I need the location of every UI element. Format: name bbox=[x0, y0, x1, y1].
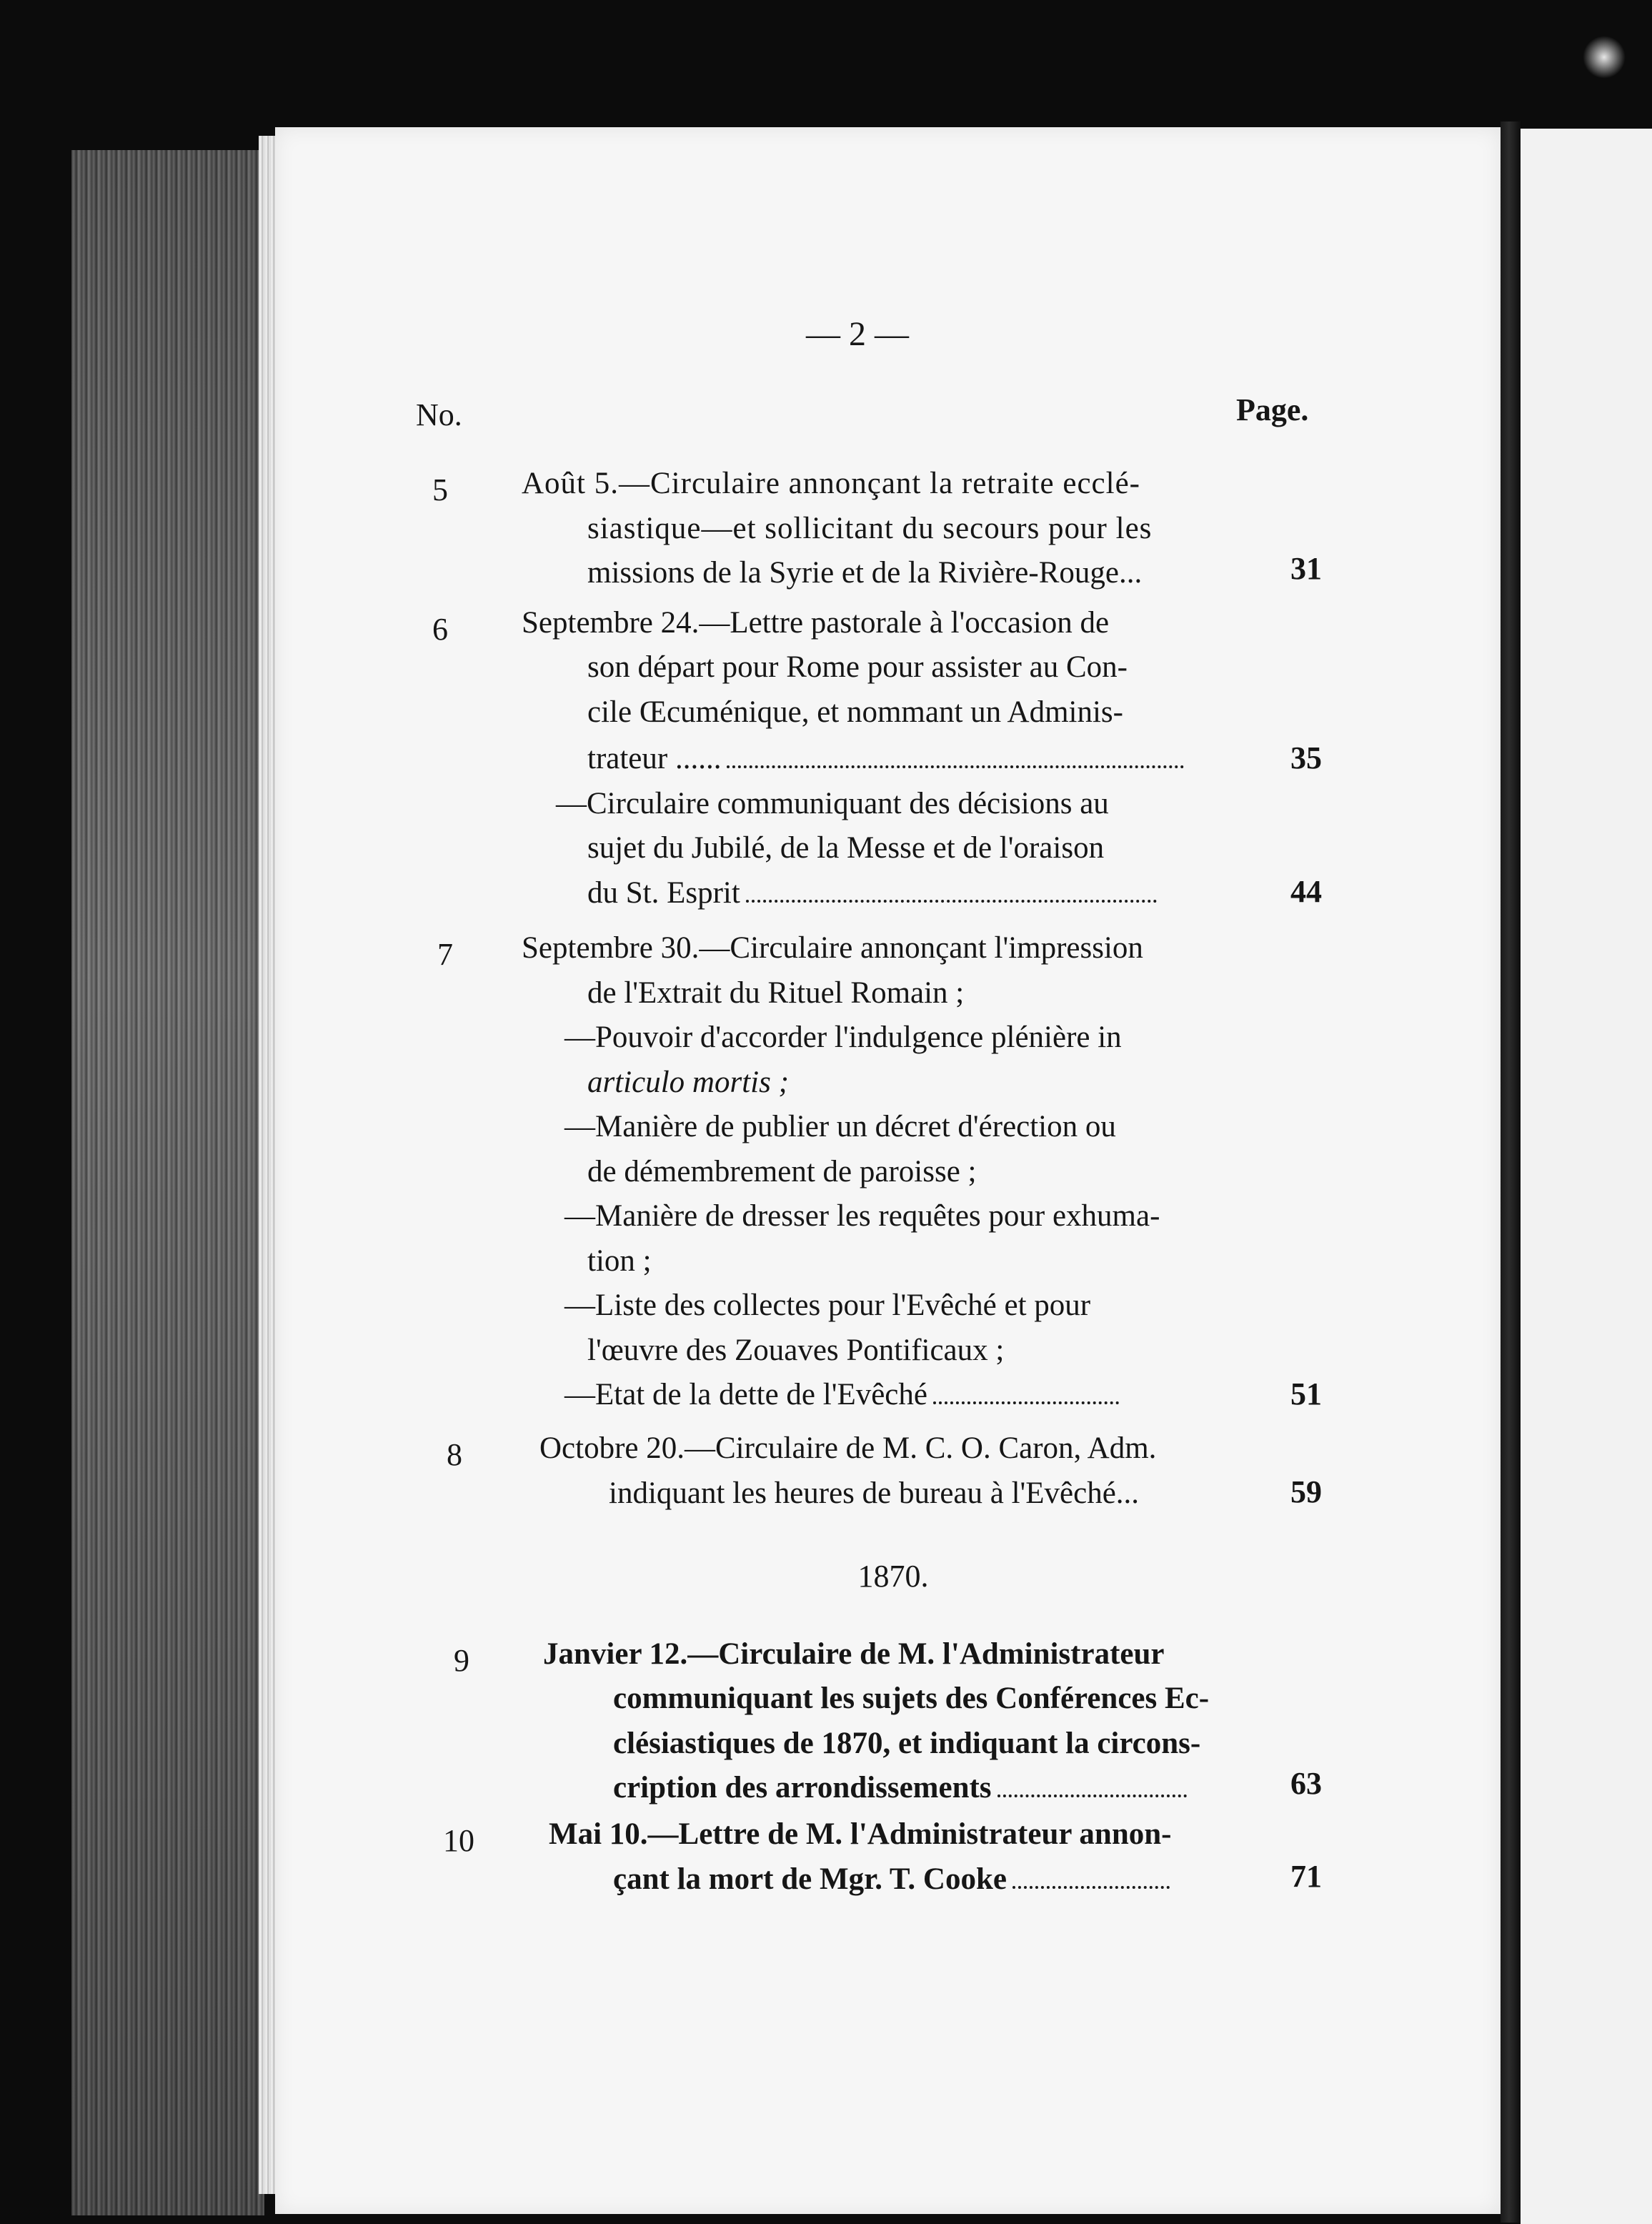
entry-line: missions de la Syrie et de la Rivière-Rouge... bbox=[587, 556, 1143, 590]
entry-line: sujet du Jubilé, de la Messe et de l'oraison bbox=[587, 831, 1105, 865]
dot-leader bbox=[1012, 1886, 1170, 1889]
entry-line: du St. Esprit bbox=[587, 876, 740, 910]
year-heading: 1870. bbox=[857, 1559, 929, 1594]
entry-line: articulo mortis ; bbox=[587, 1066, 789, 1099]
entry-line: —Manière de publier un décret d'érection ou bbox=[564, 1110, 1116, 1143]
entry-line: —Pouvoir d'accorder l'indulgence plénière in bbox=[564, 1021, 1122, 1054]
entry-line: Août 5.—Circulaire annonçant la retraite ecclé- bbox=[522, 467, 1140, 500]
entry-line: cription des arrondissements bbox=[613, 1771, 992, 1804]
entry-line: cile Œcuménique, et nommant un Adminis- bbox=[587, 695, 1123, 729]
entry-number: 9 bbox=[454, 1643, 469, 1678]
dot-leader bbox=[933, 1401, 1119, 1404]
entry-number: 8 bbox=[447, 1437, 462, 1472]
page-number: — 2 — bbox=[806, 315, 909, 353]
entry-page-number: 63 bbox=[1290, 1766, 1322, 1801]
entry-line: —Manière de dresser les requêtes pour exhuma- bbox=[564, 1199, 1160, 1233]
entry-number: 6 bbox=[432, 612, 448, 647]
entry-line: Octobre 20.—Circulaire de M. C. O. Caron, Adm. bbox=[539, 1431, 1157, 1465]
entry-page-number: 71 bbox=[1290, 1859, 1322, 1894]
entry-page-number: 51 bbox=[1290, 1376, 1322, 1411]
entry-line: trateur ...... bbox=[587, 742, 722, 775]
entry-line-with-leader bbox=[587, 878, 1157, 908]
entry-line: çant la mort de Mgr. T. Cooke bbox=[613, 1862, 1007, 1896]
entry-line-with-leader bbox=[587, 743, 1184, 774]
entry-line: de démembrement de paroisse ; bbox=[587, 1155, 977, 1188]
entry-line: son départ pour Rome pour assister au Con- bbox=[587, 650, 1128, 684]
entry-line: Septembre 30.—Circulaire annonçant l'impression bbox=[522, 931, 1143, 965]
entry-line: —Circulaire communiquant des décisions au bbox=[556, 787, 1109, 820]
dot-leader bbox=[746, 900, 1157, 903]
facing-page bbox=[1521, 129, 1652, 2224]
entry-line: communiquant les sujets des Conférences Ec- bbox=[613, 1682, 1210, 1715]
light-glare bbox=[1583, 36, 1626, 79]
entry-page-number: 35 bbox=[1290, 740, 1322, 775]
book-spine-shade bbox=[71, 150, 264, 2215]
entry-line: siastique—et sollicitant du secours pour les bbox=[587, 512, 1153, 545]
entry-line: Janvier 12.—Circulaire de M. l'Administrateur bbox=[543, 1637, 1165, 1671]
dot-leader bbox=[727, 765, 1184, 768]
book-gutter bbox=[1501, 121, 1522, 2223]
entry-line: —Etat de la dette de l'Evêché bbox=[564, 1378, 927, 1411]
entry-page-number: 31 bbox=[1290, 551, 1322, 586]
column-header-no: No. bbox=[416, 397, 462, 432]
entry-line: tion ; bbox=[587, 1244, 652, 1278]
entry-number: 5 bbox=[432, 472, 448, 507]
entry-number: 7 bbox=[437, 937, 453, 972]
column-header-page: Page. bbox=[1236, 392, 1309, 427]
entry-page-number: 44 bbox=[1290, 874, 1322, 909]
entry-line: —Liste des collectes pour l'Evêché et pour bbox=[564, 1289, 1091, 1322]
dot-leader bbox=[997, 1794, 1187, 1797]
entry-line: de l'Extrait du Rituel Romain ; bbox=[587, 976, 965, 1010]
entry-line-with-leader bbox=[564, 1379, 1119, 1410]
entry-line: l'œuvre des Zouaves Pontificaux ; bbox=[587, 1334, 1005, 1367]
entry-page-number: 59 bbox=[1290, 1474, 1322, 1509]
entry-line: Septembre 24.—Lettre pastorale à l'occasion de bbox=[522, 606, 1110, 640]
entry-line-with-leader bbox=[613, 1864, 1170, 1895]
entry-number: 10 bbox=[443, 1823, 474, 1858]
entry-line: indiquant les heures de bureau à l'Evêché... bbox=[609, 1476, 1140, 1510]
entry-line-with-leader bbox=[613, 1772, 1187, 1803]
entry-line: Mai 10.—Lettre de M. l'Administrateur annon- bbox=[549, 1817, 1172, 1851]
entry-line: clésiastiques de 1870, et indiquant la circons- bbox=[613, 1727, 1201, 1760]
